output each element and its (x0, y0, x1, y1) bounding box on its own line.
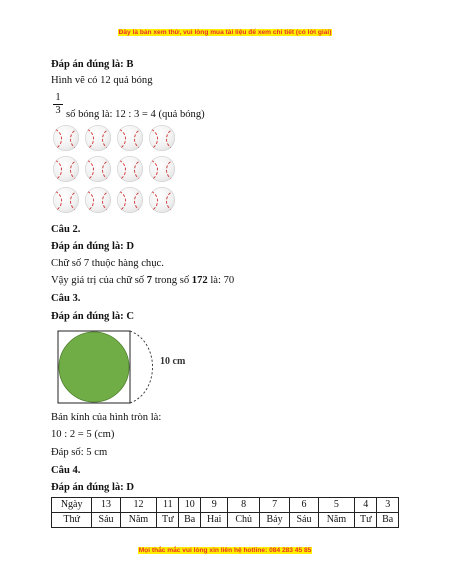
baseball-icon (117, 125, 143, 151)
q2-line1: Chữ số 7 thuộc hàng chục. (51, 258, 164, 269)
baseball-icon (85, 125, 111, 151)
table-cell: Ba (377, 513, 399, 528)
hotline-text: Mọi thắc mắc vui lòng xin liên hệ hotline: 084 283 45 85 (138, 547, 312, 554)
green-circle (59, 332, 129, 402)
fraction-numerator: 1 (55, 92, 61, 103)
table-cell: 6 (290, 498, 318, 513)
table-cell: 11 (157, 498, 179, 513)
table-cell: 10 (179, 498, 201, 513)
table-cell: 4 (355, 498, 377, 513)
baseball-icon (85, 187, 111, 213)
table-row-weekday (52, 513, 399, 528)
table-cell: Thứ (52, 513, 92, 528)
q1-line1: Hình vẽ có 12 quả bóng (51, 75, 153, 86)
dimension-label: 10 cm (160, 356, 186, 367)
q2-line2 (51, 274, 234, 287)
baseball-icon (85, 156, 111, 182)
baseball-icon (149, 125, 175, 151)
table-cell: 12 (120, 498, 156, 513)
date-weekday-table (51, 497, 399, 528)
table-cell: 9 (200, 498, 227, 513)
preview-notice-text: Đây là bản xem thử, vui lòng mua tài liệu để xem chi tiết (có lời giải) (118, 29, 332, 36)
q2-number: 172 (191, 275, 208, 286)
table-cell: Ngày (52, 498, 92, 513)
table-cell: Ba (179, 513, 201, 528)
table-cell: 5 (318, 498, 354, 513)
baseball-icon (149, 156, 175, 182)
baseball-icon (117, 187, 143, 213)
baseball-icon (53, 125, 79, 151)
baseball-grid (53, 125, 175, 213)
baseball-icon (53, 187, 79, 213)
fraction-denominator: 3 (55, 105, 61, 116)
q1-answer: Đáp án đúng là: B (51, 59, 134, 70)
table-cell: Bảy (259, 513, 289, 528)
preview-notice-banner (0, 29, 450, 36)
table-cell: 8 (228, 498, 259, 513)
q3-line2: 10 : 2 = 5 (cm) (51, 429, 115, 440)
q3-line1: Bán kính của hình tròn là: (51, 412, 162, 423)
table-cell: Năm (318, 513, 354, 528)
table-cell: Hai (200, 513, 227, 528)
q2-answer: Đáp án đúng là: D (51, 241, 135, 252)
table-cell: Chủ (228, 513, 259, 528)
q4-answer: Đáp án đúng là: D (51, 482, 135, 493)
table-row-date (52, 498, 399, 513)
table-cell: Tư (355, 513, 377, 528)
q2-digit: 7 (146, 275, 153, 286)
baseball-icon (149, 187, 175, 213)
table-cell: 3 (377, 498, 399, 513)
baseball-icon (53, 156, 79, 182)
table-cell: 13 (92, 498, 120, 513)
baseball-icon (117, 156, 143, 182)
q3-title: Câu 3. (51, 293, 81, 304)
q3-line3: Đáp số: 5 cm (51, 447, 108, 458)
table-cell: Năm (120, 513, 156, 528)
circle-in-square-figure (56, 330, 186, 404)
hotline-banner (0, 547, 450, 554)
table-cell: Sáu (92, 513, 120, 528)
q2-line2-part: là: 70 (207, 275, 235, 286)
table-cell: 7 (259, 498, 289, 513)
q1-line2: số bóng là: 12 : 3 = 4 (quả bóng) (66, 109, 205, 120)
dimension-arc (130, 331, 153, 403)
table-cell: Tư (157, 513, 179, 528)
q4-title: Câu 4. (51, 465, 81, 476)
q2-title: Câu 2. (51, 224, 81, 235)
q2-line2-part: Vậy giá trị của chữ số (51, 275, 147, 286)
fraction-one-third (51, 92, 65, 117)
q2-line2-part: trong số (152, 275, 192, 286)
q3-answer: Đáp án đúng là: C (51, 311, 135, 322)
table-cell: Sáu (290, 513, 318, 528)
